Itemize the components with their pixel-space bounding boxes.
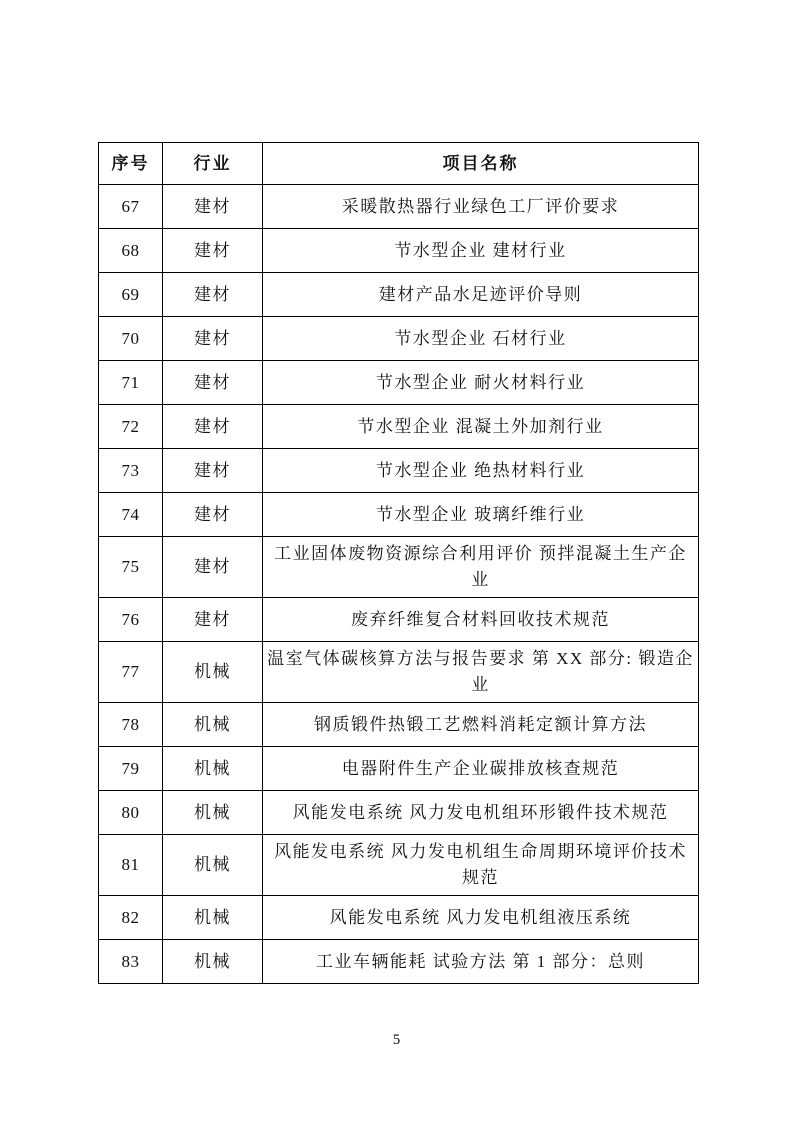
row-project-name: 电器附件生产企业碳排放核查规范 <box>263 747 699 791</box>
table-header-row <box>99 143 699 185</box>
row-serial-number: 74 <box>99 493 163 537</box>
row-serial-number: 77 <box>99 642 163 703</box>
row-project-name: 节水型企业 玻璃纤维行业 <box>263 493 699 537</box>
row-serial-number: 78 <box>99 703 163 747</box>
row-project-name: 钢质锻件热锻工艺燃料消耗定额计算方法 <box>263 703 699 747</box>
row-industry: 机械 <box>163 747 263 791</box>
table-row <box>99 449 699 493</box>
row-project-name: 节水型企业 绝热材料行业 <box>263 449 699 493</box>
row-industry: 建材 <box>163 361 263 405</box>
table-row <box>99 273 699 317</box>
row-industry: 机械 <box>163 835 263 896</box>
row-project-name: 节水型企业 耐火材料行业 <box>263 361 699 405</box>
row-industry: 建材 <box>163 493 263 537</box>
row-project-name: 工业车辆能耗 试验方法 第 1 部分：总则 <box>263 940 699 984</box>
row-industry: 建材 <box>163 598 263 642</box>
row-project-name: 风能发电系统 风力发电机组液压系统 <box>263 896 699 940</box>
header-industry: 行业 <box>163 143 263 185</box>
row-serial-number: 71 <box>99 361 163 405</box>
row-serial-number: 75 <box>99 537 163 598</box>
row-industry: 建材 <box>163 317 263 361</box>
table-row <box>99 642 699 703</box>
table-header <box>99 143 699 185</box>
row-serial-number: 80 <box>99 791 163 835</box>
row-industry: 建材 <box>163 537 263 598</box>
row-project-name: 节水型企业 建材行业 <box>263 229 699 273</box>
table-row <box>99 361 699 405</box>
row-serial-number: 76 <box>99 598 163 642</box>
row-serial-number: 70 <box>99 317 163 361</box>
table-row <box>99 185 699 229</box>
row-industry: 建材 <box>163 185 263 229</box>
table-row <box>99 229 699 273</box>
row-project-name: 节水型企业 石材行业 <box>263 317 699 361</box>
row-industry: 机械 <box>163 896 263 940</box>
row-project-name: 风能发电系统 风力发电机组环形锻件技术规范 <box>263 791 699 835</box>
row-serial-number: 79 <box>99 747 163 791</box>
row-serial-number: 81 <box>99 835 163 896</box>
row-project-name: 节水型企业 混凝土外加剂行业 <box>263 405 699 449</box>
table-row <box>99 317 699 361</box>
table-row <box>99 405 699 449</box>
table-body <box>99 185 699 984</box>
row-industry: 机械 <box>163 940 263 984</box>
row-project-name: 采暖散热器行业绿色工厂评价要求 <box>263 185 699 229</box>
table-row <box>99 703 699 747</box>
row-industry: 机械 <box>163 642 263 703</box>
header-serial-number: 序号 <box>99 143 163 185</box>
row-serial-number: 72 <box>99 405 163 449</box>
header-project-name: 项目名称 <box>263 143 699 185</box>
table-row <box>99 896 699 940</box>
table-row <box>99 598 699 642</box>
row-serial-number: 67 <box>99 185 163 229</box>
project-list-table <box>98 142 699 984</box>
table-row <box>99 493 699 537</box>
table-row <box>99 835 699 896</box>
row-project-name: 工业固体废物资源综合利用评价 预拌混凝土生产企业 <box>263 537 699 598</box>
row-project-name: 建材产品水足迹评价导则 <box>263 273 699 317</box>
row-industry: 建材 <box>163 405 263 449</box>
page-number: 5 <box>392 1032 401 1048</box>
table-row <box>99 940 699 984</box>
row-industry: 机械 <box>163 791 263 835</box>
row-industry: 建材 <box>163 449 263 493</box>
row-industry: 机械 <box>163 703 263 747</box>
row-serial-number: 68 <box>99 229 163 273</box>
row-serial-number: 83 <box>99 940 163 984</box>
table-row <box>99 747 699 791</box>
row-industry: 建材 <box>163 273 263 317</box>
row-project-name: 温室气体碳核算方法与报告要求 第 XX 部分: 锻造企业 <box>263 642 699 703</box>
row-serial-number: 73 <box>99 449 163 493</box>
table-row <box>99 791 699 835</box>
row-project-name: 废弃纤维复合材料回收技术规范 <box>263 598 699 642</box>
row-serial-number: 82 <box>99 896 163 940</box>
row-project-name: 风能发电系统 风力发电机组生命周期环境评价技术规范 <box>263 835 699 896</box>
row-industry: 建材 <box>163 229 263 273</box>
table-row <box>99 537 699 598</box>
row-serial-number: 69 <box>99 273 163 317</box>
